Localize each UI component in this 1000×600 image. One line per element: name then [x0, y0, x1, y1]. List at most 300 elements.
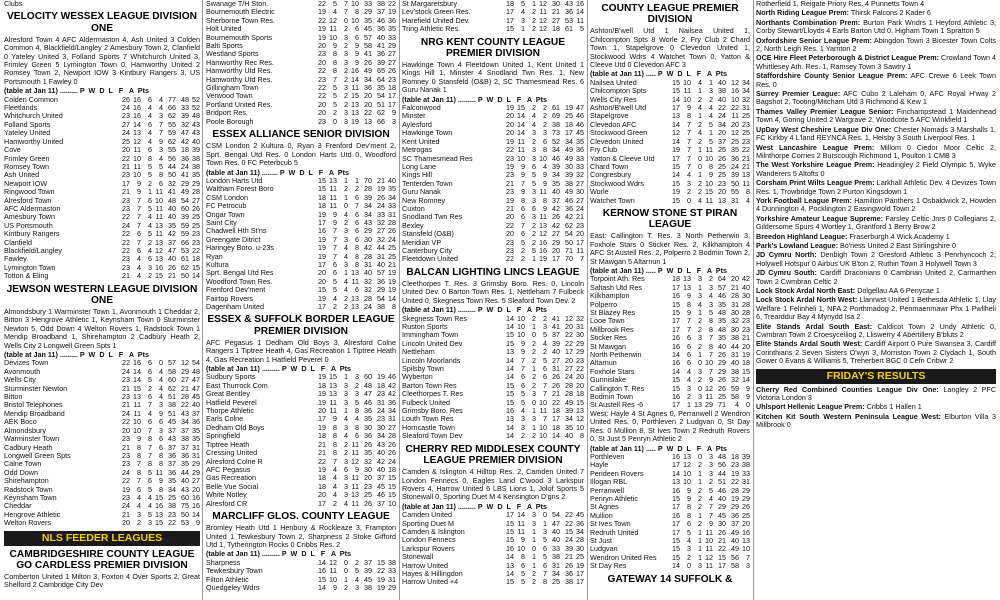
league-name: UpDay West Cheshire League Div One: [756, 124, 892, 134]
stat-cell: 37 [377, 498, 385, 508]
stat-cell: 22 [318, 0, 326, 8]
league-name: Thames Valley Premier League Senior: [756, 106, 894, 116]
stat-cell: 9 [392, 108, 396, 118]
stat-cell: 39 [742, 451, 750, 461]
top-snippet: Clubs [4, 0, 23, 8]
stat-cell: 8 [580, 431, 584, 441]
stat-cell: 21 [552, 389, 560, 399]
stat-cell: 23 [506, 170, 514, 180]
team-name: Lincoln Moorlands [402, 356, 461, 365]
stat-cell: 33 [388, 201, 396, 211]
team-name: Longwell Green Spts [4, 451, 71, 460]
stat-cell: 23 [742, 324, 750, 334]
team-name: St Day Res [590, 562, 627, 571]
team-name: White Notley [206, 491, 247, 500]
stat-cell: 16 [318, 566, 326, 576]
stat-cell: 21 [388, 259, 396, 269]
team-name: Ryan [206, 252, 223, 261]
stat-cell: 42 [388, 380, 396, 390]
stat-cell: 11 [155, 212, 163, 222]
stat-cell: 5 [543, 535, 547, 545]
stat-cell: 6 [137, 484, 141, 494]
stats [503, 255, 584, 263]
stat-cell: 4 [148, 128, 152, 138]
stat-cell: 40 [377, 448, 385, 458]
stat-cell: 11 [329, 192, 337, 202]
stat-cell: 36 [377, 49, 385, 59]
team-name: Bournemouth Electric [206, 8, 275, 17]
team-name: St Blazey Res [590, 309, 636, 317]
table-row [590, 334, 750, 342]
stat-cell: 43 [377, 439, 385, 449]
stat-cell: 36 [168, 450, 176, 460]
stat-cell: 12 [351, 456, 359, 466]
stat-cell: 34 [364, 209, 372, 219]
stat-cell: 4 [333, 7, 337, 17]
stat-cell: 38 [731, 366, 739, 376]
stat-cell: 4 [159, 103, 163, 113]
stat-cell: 31 [552, 364, 560, 374]
stat-cell: 70 [364, 175, 372, 185]
table-row [590, 545, 750, 553]
stat-cell: 24 [122, 128, 130, 138]
stat-cell: 6 [532, 203, 536, 213]
team-name: Porthleven [590, 452, 625, 461]
stat-cell: 15 [506, 338, 514, 348]
stat-cell: 40 [552, 187, 560, 197]
result-text: Bo'ness United 2 East Stirlingshire 0 [840, 240, 957, 250]
team-name: Cleethorpes T. Res [402, 390, 463, 399]
stat-cell: 2 [698, 119, 702, 129]
stat-cell: 1 [344, 175, 348, 185]
team-name: Greengate Ditrict [206, 235, 261, 244]
stat-cell: 30 [576, 330, 584, 340]
table-header: (table at Jan 11) ..... P W D L F A Pts [590, 265, 727, 275]
result-text: Larkhall Athletic Dev. 4 Devizes Town Res. 1, Trowbridge Town 2 Purton Kingsdown 1 [756, 178, 996, 196]
stat-cell: 60 [181, 492, 189, 502]
result-line [756, 179, 996, 196]
stat-cell: 29 [718, 366, 726, 376]
stat-cell: 30 [731, 324, 739, 334]
stat-cell: 14 [192, 509, 200, 519]
stat-cell: 36 [364, 406, 372, 416]
result-line [756, 215, 996, 232]
stat-cell: 7 [521, 178, 525, 188]
stat-cell: 5 [543, 552, 547, 562]
stat-cell: 9 [333, 217, 337, 227]
stat-cell: 2 [532, 313, 536, 323]
stat-cell: 36 [181, 153, 189, 163]
stat-cell: 59 [181, 220, 189, 230]
stat-cell: 9 [159, 476, 163, 486]
cherry-red-section [402, 444, 584, 587]
stat-cell: 3 [532, 510, 536, 520]
stat-cell: 7 [709, 510, 713, 520]
stat-cell: 15 [672, 535, 680, 545]
stat-cell: 19 [539, 254, 547, 264]
stat-cell: 3 [698, 291, 702, 301]
league-name: North Riding League Prem: [756, 8, 850, 18]
team-name: Gunnislake [590, 376, 626, 385]
stat-cell: 4 [148, 220, 152, 230]
stat-cell: 2 [344, 439, 348, 449]
stat-cell: 13 [718, 195, 726, 205]
stat-cell: 26 [364, 57, 372, 67]
stat-cell: 10 [351, 15, 359, 25]
stat-cell: 18 [552, 24, 560, 34]
stat-cell: 25 [388, 251, 396, 261]
stat-cell: 7 [333, 226, 337, 236]
stat-cell: 2 [521, 245, 525, 255]
result-text: Hamilton Panthers 1 Osbaldwick 2, Howden 4 Dunnington 4, Pocklington 2 Easingwold Town 2 [756, 195, 996, 214]
stat-cell: 7 [543, 380, 547, 390]
stat-cell: 5 [543, 330, 547, 340]
stat-cell: 6 [137, 245, 141, 255]
stat-cell: 6 [148, 417, 152, 427]
table-row [590, 520, 750, 528]
stat-cell: 7 [543, 389, 547, 399]
stat-cell: 60 [181, 203, 189, 213]
stat-cell: 1 [532, 406, 536, 416]
stat-cell: 42 [565, 212, 573, 222]
stat-cell: 2 [344, 74, 348, 84]
stat-cell: 19 [318, 422, 326, 432]
stat-cell: 4 [709, 103, 713, 113]
stat-cell: 42 [388, 389, 396, 399]
stat-cell: 49 [731, 527, 739, 537]
stat-cell: 26 [718, 350, 726, 360]
team-name: Shirehampton [4, 477, 49, 486]
stat-cell: 27 [192, 195, 200, 205]
stat-cell: 10 [388, 498, 396, 508]
stat-cell: 19 [122, 484, 130, 494]
stat-cell: 31 [377, 397, 385, 407]
stat-cell: 23 [122, 111, 130, 121]
team-name: Long Lane [402, 162, 436, 171]
stat-cell: 33 [742, 468, 750, 478]
stat-cell: 15 [318, 184, 326, 194]
stat-cell: 3 [344, 380, 348, 390]
stat-cell: 17 [672, 519, 680, 529]
stat-cell: 33 [388, 566, 396, 576]
stat-cell: 20 [742, 519, 750, 529]
stat-cell: 9 [687, 493, 691, 503]
stat-cell: 4 [532, 119, 536, 129]
stat-cell: 2 [148, 383, 152, 393]
stat-cell: 59 [181, 229, 189, 239]
stat-cell: 0 [698, 358, 702, 368]
stat-cell: 45 [377, 481, 385, 491]
stat-cell: 22 [181, 400, 189, 410]
stat-cell: 23 [122, 375, 130, 385]
stat-cell: 14 [351, 74, 359, 84]
stat-cell: 1 [344, 192, 348, 202]
team-name: North Petherwin [590, 351, 642, 360]
league-name: Elite Stands Ardal South West: [756, 339, 863, 349]
table-row [590, 180, 750, 188]
stat-cell: 65 [377, 66, 385, 76]
stat-cell: 15 [506, 389, 514, 399]
stat-cell: 2 [355, 557, 359, 567]
team-name: Wendron United Res [590, 553, 657, 562]
stat-cell: 3 [698, 366, 702, 376]
stat-cell: 50 [181, 271, 189, 281]
stat-cell: 14 [672, 561, 680, 571]
stat-cell: 3 [159, 425, 163, 435]
section-title: COUNTY LEAGUE PREMIER DIVISION [601, 3, 739, 26]
stat-cell: 39 [364, 192, 372, 202]
stat-cell: 13 [133, 128, 141, 138]
stat-cell: 6 [355, 24, 359, 34]
team-name: Yateley United [4, 129, 51, 138]
stat-cell: 34 [552, 145, 560, 155]
stat-cell: 4 [148, 136, 152, 146]
stat-cell: 64 [718, 274, 726, 284]
stat-cell: 47 [364, 389, 372, 399]
result-text: Cribbs 1 Hallen 1 [866, 402, 922, 412]
stat-cell: 11 [351, 473, 359, 483]
stat-cell: 23 [377, 414, 385, 424]
result-line [756, 9, 996, 17]
stat-cell: 66 [181, 237, 189, 247]
stat-cell: 3 [344, 234, 348, 244]
team-name: Ash United [4, 171, 40, 180]
stat-cell: 3 [355, 583, 359, 592]
team-name: CSM London [206, 193, 248, 202]
stat-cell: 34 [388, 192, 396, 202]
stat-cell: 5 [709, 136, 713, 146]
stat-cell: 17 [672, 316, 680, 326]
stat-cell: 35 [192, 425, 200, 435]
stat-cell: 23 [122, 492, 130, 502]
stat-cell: 8 [392, 302, 396, 312]
stat-cell: 40 [192, 136, 200, 146]
stat-cell: 18 [552, 406, 560, 416]
stat-cell: 9 [687, 308, 691, 317]
result-line [756, 37, 996, 54]
stat-cell: 26 [168, 262, 176, 272]
stat-cell: 18 [318, 380, 326, 390]
stat-cell: 2 [687, 552, 691, 562]
stat-cell: 16 [155, 262, 163, 272]
stat-cell: 25 [122, 136, 130, 146]
result-line [756, 269, 996, 286]
stat-cell: 34 [565, 414, 573, 424]
stat-cell: 4 [687, 170, 691, 180]
stat-cell: 29 [364, 7, 372, 17]
stat-cell: 40 [731, 535, 739, 545]
result-text: Millom 0 Ciedor Moor Celtic 2, Milnthorpe Corries 2 Burscough Richmond 1, Poulton 1 CMB 3 [756, 142, 996, 160]
stat-cell: 18 [192, 254, 200, 264]
stat-cell: 25 [192, 220, 200, 230]
stat-cell: 15 [318, 285, 326, 295]
stat-cell: 24 [565, 372, 573, 382]
stat-cell: 12 [705, 383, 713, 393]
stat-cell: 6 [687, 519, 691, 529]
result-line [756, 90, 996, 107]
team-name: Watchet Town [590, 196, 635, 205]
stat-cell: 3 [532, 128, 536, 138]
table-row [590, 155, 750, 163]
stat-cell: 58 [731, 392, 739, 402]
result-text: Dolgellau AA 6 Penycae 1 [857, 286, 940, 295]
league-table [402, 315, 584, 441]
team-name: Stonewall [402, 553, 434, 562]
stat-cell: 7 [543, 414, 547, 424]
stat-cell: 11 [576, 15, 584, 25]
stat-cell: 11 [329, 201, 337, 211]
team-name: Clevedon United [590, 137, 644, 146]
stat-cell: 46 [576, 119, 584, 129]
stat-cell: 66 [377, 116, 385, 126]
stat-cell: 38 [388, 557, 396, 567]
stat-cell: 15 [318, 574, 326, 584]
stat-cell: 23 [122, 170, 130, 180]
stat-cell: 4 [521, 7, 525, 17]
stat-cell: 13 [672, 477, 680, 487]
stat-cell: 22 [122, 237, 130, 247]
team-name: Looe Town [590, 317, 625, 326]
stat-cell: 5 [355, 397, 359, 407]
result-line [756, 197, 996, 214]
team-name: Ashton/B'well Utd [590, 104, 647, 113]
team-name: Hayle [590, 461, 609, 470]
stat-cell: 35 [168, 220, 176, 230]
stat-cell: 3 [532, 187, 536, 197]
stat-cell: 41 [552, 322, 560, 332]
stat-cell: 27 [576, 178, 584, 188]
stat-cell: 15 [672, 308, 680, 317]
stat-cell: 59 [168, 128, 176, 138]
stat-cell: 1 [698, 282, 702, 292]
stat-cell: 11 [683, 86, 691, 96]
stat-cell: 20 [565, 355, 573, 365]
league-name: Uhlsport Hellenic League Prem: [756, 402, 865, 412]
stat-cell: 29 [377, 285, 385, 295]
stat-cell: 10 [133, 170, 141, 180]
stat-cell: 32 [731, 316, 739, 326]
stat-cell: 3 [687, 544, 691, 554]
team-name: London Fennecs [402, 536, 456, 545]
stat-cell: 8 [333, 57, 337, 67]
league-name: Park's Lowland League: [756, 240, 838, 250]
stat-cell: 20 [318, 57, 326, 67]
stat-cell: 23 [122, 450, 130, 460]
team-name: Clevedon AFC [590, 120, 637, 129]
team-name: Polperro [590, 300, 618, 309]
stat-cell: 10 [705, 535, 713, 545]
stat-cell: 19 [506, 136, 514, 146]
stat-cell: 15 [672, 493, 680, 503]
stat-cell: 15 [672, 383, 680, 393]
section-title: GATEWAY 14 SUFFOLK & [607, 573, 733, 585]
stat-cell: 49 [565, 187, 573, 197]
stat-cell: 50 [565, 237, 573, 247]
stat-cell: 17 [318, 498, 326, 508]
stat-cell: 25 [742, 510, 750, 520]
result-text: Finchampstead 1 Maidenhead Town 4, Goring United 2 Wargrave 2, Woodcote 5 AFC Winkfield 1 [756, 106, 996, 125]
stat-cell: 14 [742, 375, 750, 385]
stat-cell: 39 [192, 145, 200, 155]
team-name: Sticker Res [590, 334, 627, 343]
stat-cell: 4 [344, 209, 348, 219]
stat-cell: 7 [687, 136, 691, 146]
team-name: St Agnes [590, 503, 619, 512]
stat-cell: 9 [137, 434, 141, 444]
stat-cell: 10 [683, 94, 691, 104]
stat-cell: 53 [565, 15, 573, 25]
stat-cell: 33 [552, 543, 560, 553]
stat-cell: 20 [506, 128, 514, 138]
stat-cell: 33 [576, 153, 584, 163]
table-row [402, 25, 584, 33]
stat-cell: 25 [731, 136, 739, 146]
stat-cell: 36 [364, 431, 372, 441]
stat-cell: 45 [576, 128, 584, 138]
stat-cell: 15 [506, 380, 514, 390]
team-name: Hatfield Peverel [206, 398, 257, 407]
stat-cell: 38 [181, 434, 189, 444]
stat-cell: 6 [521, 380, 525, 390]
result-line [756, 413, 996, 430]
stat-cell: 11 [329, 406, 337, 416]
stat-cell: 34 [377, 431, 385, 441]
stat-cell: 44 [181, 467, 189, 477]
team-name: Tring Athletic Res. [402, 25, 461, 34]
table-row [590, 292, 750, 300]
column-4 [590, 0, 750, 600]
stat-cell: 17 [672, 400, 680, 410]
stat-cell: 10 [539, 153, 547, 163]
stat-cell: 47 [168, 245, 176, 255]
stats [669, 197, 750, 205]
stat-cell: 21 [122, 442, 130, 452]
stat-cell: 0 [532, 543, 536, 553]
stat-cell: 23 [318, 74, 326, 84]
stat-cell: 14 [318, 583, 326, 592]
stat-cell: 14 [506, 568, 514, 578]
stat-cell: 23 [122, 459, 130, 469]
stat-cell: 7 [159, 119, 163, 129]
team-name: Poole Borough [206, 117, 254, 126]
stat-cell: 30 [742, 291, 750, 301]
stat-cell: 6 [687, 341, 691, 351]
stat-cell: 41 [552, 313, 560, 323]
stat-cell: 23 [731, 460, 739, 470]
stat-cell: 18 [742, 358, 750, 368]
stat-cell: 3 [746, 561, 750, 571]
stat-cell: 11 [742, 178, 750, 188]
stat-cell: 20 [742, 341, 750, 351]
stat-cell: 40 [718, 77, 726, 87]
stat-cell: 20 [318, 406, 326, 416]
stat-cell: 16 [133, 111, 141, 121]
team-name: Haringey Boro. u-23s [206, 244, 274, 253]
league-name: West Lancashire League Prem: [756, 142, 875, 152]
table-row [590, 188, 750, 196]
stat-cell: 19 [318, 293, 326, 303]
stat-cell: 38 [731, 333, 739, 343]
stat-cell: 43 [168, 434, 176, 444]
stat-cell: 40 [168, 203, 176, 213]
stat-cell: 19 [672, 187, 680, 197]
stat-cell: 14 [506, 552, 514, 562]
stat-cell: 15 [672, 86, 680, 96]
stat-cell: 6 [159, 442, 163, 452]
team-name: Newport IOW [4, 179, 48, 188]
stat-cell: 10 [517, 322, 525, 332]
stat-cell: 3 [532, 389, 536, 399]
